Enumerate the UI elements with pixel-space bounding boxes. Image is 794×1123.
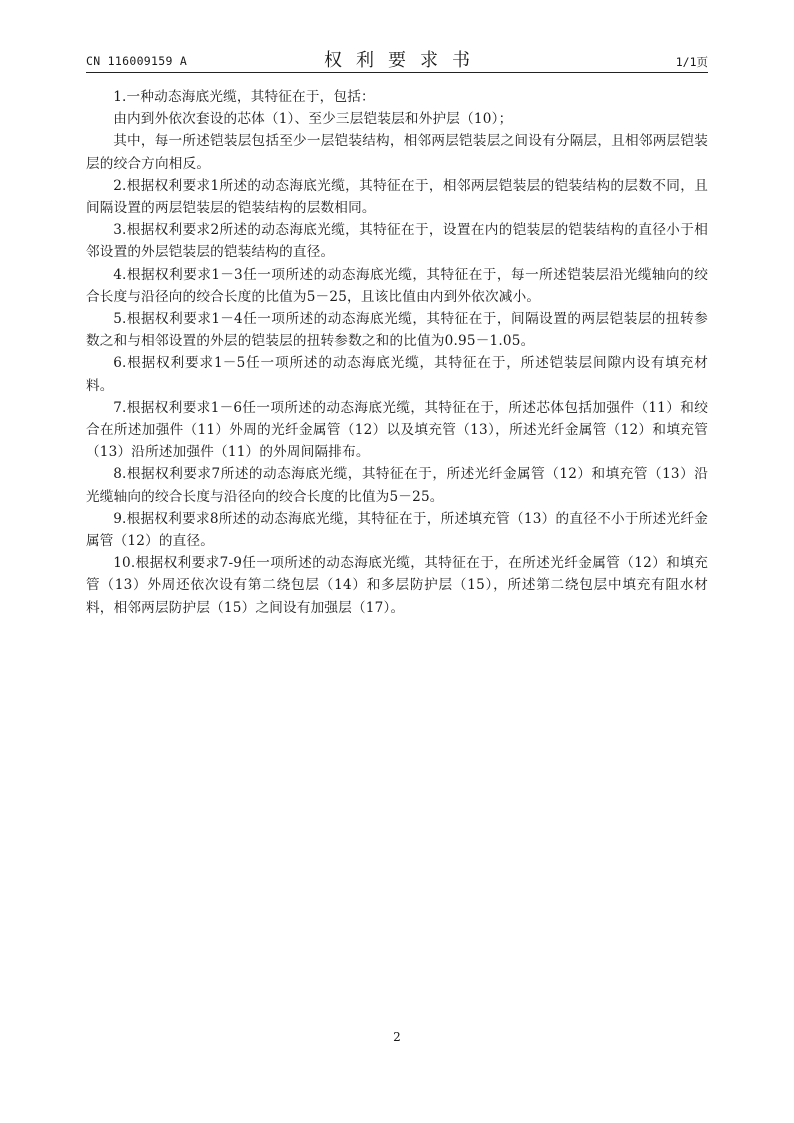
claim-4: 4.根据权利要求1－3任一项所述的动态海底光缆，其特征在于，每一所述铠装层沿光缆轴向的绞合长度与沿径向的绞合长度的比值为5－25，且该比值由内到外依次减小。 bbox=[86, 266, 708, 305]
claim-8: 8.根据权利要求7所述的动态海底光缆，其特征在于，所述光纤金属管（12）和填充管（13）沿光缆轴向的绞合长度与沿径向的绞合长度的比值为5－25。 bbox=[86, 466, 708, 505]
claims-body bbox=[86, 86, 708, 619]
claim-10: 10.根据权利要求7-9任一项所述的动态海底光缆，其特征在于，在所述光纤金属管（12）和填充管（13）外周还依次设有第二绕包层（14）和多层防护层（15），所述第二绕包层中填充有阻水材料，相邻两层防护层（15）之间设有加强层（17）。 bbox=[86, 555, 708, 616]
claim-3: 3.根据权利要求2所述的动态海底光缆，其特征在于，设置在内的铠装层的铠装结构的直径小于相邻设置的外层铠装层的铠装结构的直径。 bbox=[86, 222, 708, 261]
page-number: 2 bbox=[393, 1030, 401, 1044]
document-title: 权利要求书 bbox=[324, 50, 484, 71]
publication-number: CN 116009159 A bbox=[86, 54, 188, 68]
claim-1-element-b: 其中，每一所述铠装层包括至少一层铠装结构，相邻两层铠装层之间设有分隔层，且相邻两层铠装层的绞合方向相反。 bbox=[86, 133, 708, 172]
page-count: 1/1页 bbox=[675, 55, 708, 69]
header-rule bbox=[86, 72, 708, 73]
claim-7: 7.根据权利要求1－6任一项所述的动态海底光缆，其特征在于，所述芯体包括加强件（11）和绞合在所述加强件（11）外周的光纤金属管（12）以及填充管（13），所述光纤金属管（12）和填充管（13）沿所述加强件（11）的外周间隔排布。 bbox=[86, 399, 708, 461]
claim-2: 2.根据权利要求1所述的动态海底光缆，其特征在于，相邻两层铠装层的铠装结构的层数不同，且间隔设置的两层铠装层的铠装结构的层数相同。 bbox=[86, 177, 708, 217]
document-header bbox=[86, 46, 708, 74]
claim-6: 6.根据权利要求1－5任一项所述的动态海底光缆，其特征在于，所述铠装层间隙内设有填充材料。 bbox=[86, 355, 708, 394]
claim-1-element-a: 由内到外依次套设的芯体（1）、至少三层铠装层和外护层（10）； bbox=[113, 111, 513, 128]
claim-1-preamble: 1.一种动态海底光缆，其特征在于，包括： bbox=[113, 89, 375, 105]
claim-5: 5.根据权利要求1－4任一项所述的动态海底光缆，其特征在于，间隔设置的两层铠装层的扭转参数之和与相邻设置的外层的铠装层的扭转参数之和的比值为0.95－1.05。 bbox=[86, 311, 708, 350]
claim-9: 9.根据权利要求8所述的动态海底光缆，其特征在于，所述填充管（13）的直径不小于所述光纤金属管（12）的直径。 bbox=[86, 510, 708, 550]
